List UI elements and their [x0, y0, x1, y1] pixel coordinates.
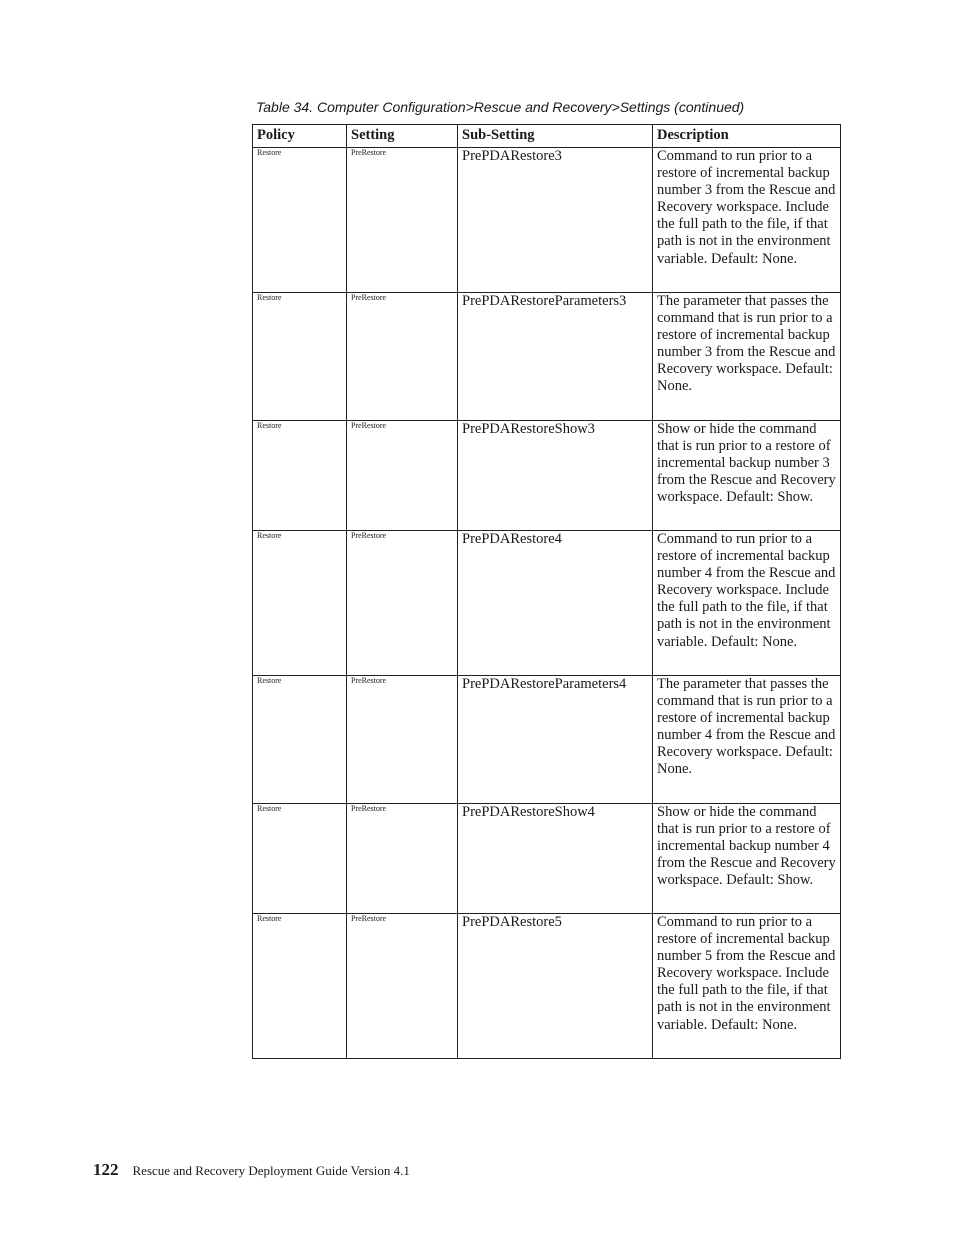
table-row [253, 531, 841, 676]
sub-setting-cell: PrePDARestoreShow4 [458, 804, 653, 914]
table-row [253, 804, 841, 914]
policy-cell: Restore [253, 531, 347, 676]
setting-cell: PreRestore [347, 804, 458, 914]
setting-cell: PreRestore [347, 531, 458, 676]
policy-cell: Restore [253, 804, 347, 914]
table-caption: Table 34. Computer Configuration>Rescue and Recovery>Settings (continued) [256, 99, 745, 115]
settings-table [252, 124, 841, 1059]
description-cell: Show or hide the command that is run prior to a restore of incremental backup number 4 from the Rescue and Recovery workspace. Default: Show. [653, 804, 841, 914]
setting-cell: PreRestore [347, 914, 458, 1059]
setting-cell: PreRestore [347, 676, 458, 804]
setting-cell: PreRestore [347, 421, 458, 531]
table-row [253, 676, 841, 804]
policy-cell: Restore [253, 421, 347, 531]
page-footer [93, 1160, 410, 1180]
table-row [253, 148, 841, 293]
policy-cell: Restore [253, 676, 347, 804]
table-header-row [253, 125, 841, 148]
description-cell: Command to run prior to a restore of incremental backup number 5 from the Rescue and Recovery workspace. Include the full path to the file, if that path is not in the environment variable. Default: None. [653, 914, 841, 1059]
table-row [253, 421, 841, 531]
sub-setting-cell: PrePDARestore3 [458, 148, 653, 293]
description-cell: The parameter that passes the command that is run prior to a restore of incremental backup number 4 from the Rescue and Recovery workspace. Default: None. [653, 676, 841, 804]
description-cell: Show or hide the command that is run prior to a restore of incremental backup number 3 from the Rescue and Recovery workspace. Default: Show. [653, 421, 841, 531]
description-cell: Command to run prior to a restore of incremental backup number 3 from the Rescue and Recovery workspace. Include the full path to the file, if that path is not in the environment variable. Default: None. [653, 148, 841, 293]
setting-cell: PreRestore [347, 293, 458, 421]
header-setting: Setting [347, 125, 458, 148]
page-number: 122 [93, 1160, 119, 1179]
table-row [253, 914, 841, 1059]
description-cell: Command to run prior to a restore of incremental backup number 4 from the Rescue and Recovery workspace. Include the full path to the file, if that path is not in the environment variable. Default: None. [653, 531, 841, 676]
policy-cell: Restore [253, 914, 347, 1059]
footer-title: Rescue and Recovery Deployment Guide Version 4.1 [132, 1163, 410, 1178]
table-row [253, 293, 841, 421]
sub-setting-cell: PrePDARestoreShow3 [458, 421, 653, 531]
policy-cell: Restore [253, 293, 347, 421]
header-policy: Policy [253, 125, 347, 148]
description-cell: The parameter that passes the command that is run prior to a restore of incremental backup number 3 from the Rescue and Recovery workspace. Default: None. [653, 293, 841, 421]
header-description: Description [653, 125, 841, 148]
sub-setting-cell: PrePDARestoreParameters3 [458, 293, 653, 421]
sub-setting-cell: PrePDARestore4 [458, 531, 653, 676]
setting-cell: PreRestore [347, 148, 458, 293]
sub-setting-cell: PrePDARestoreParameters4 [458, 676, 653, 804]
sub-setting-cell: PrePDARestore5 [458, 914, 653, 1059]
policy-cell: Restore [253, 148, 347, 293]
header-sub-setting: Sub-Setting [458, 125, 653, 148]
